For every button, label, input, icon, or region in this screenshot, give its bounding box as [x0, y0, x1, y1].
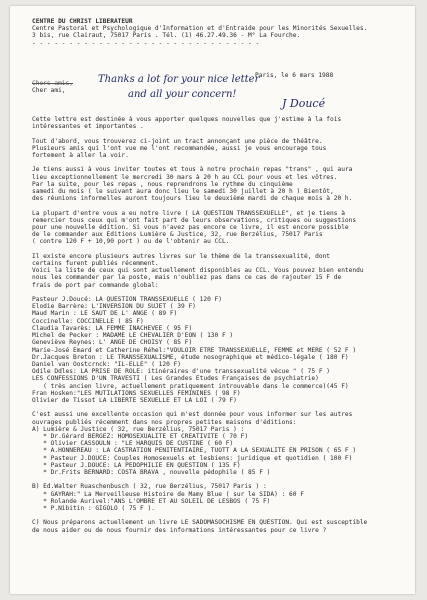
body-line — [10, 159, 415, 166]
body-line — [10, 202, 415, 209]
book-list-item: Dr.Jacques Breton : LE TRANSSEXUALISME, étude nosographique et médico-légale ( 180 F) — [32, 353, 349, 361]
body-line: Tout d'abord, vous trouverez ci-joint un tract annonçant une pièce de théâtre. — [32, 137, 323, 145]
body-line: Par la suite, pour les repas , nous reprendrons le rythme du cinquième — [32, 180, 293, 188]
book-list-item: Marie-José Emard et Catherine Réhel:"VOULOIR ETRE TRANSSEXUELLE, FEMME et MERE ( 52 F ) — [32, 346, 357, 354]
publisher-heading: B) Ed.Walter Ruaschenbusch ( 32, rue Berzélius, 75017 Paris ) : — [32, 483, 267, 491]
body-line: Voici la liste de ceux qui sont actuellement disponibles au CCL. Vous pouvez bien entendu — [32, 267, 364, 275]
body-line — [10, 130, 415, 137]
publication-item: * Dr.Gérard BERGEZ: HOMOSEXUALITE ET CREATIVITE ( 70 F) — [32, 432, 249, 440]
publication-item: * Olivier CASSOULN : "LE HARQUIS DE CUSTINE ( 60 F) — [32, 440, 234, 448]
book-list-item: LES CONFESSIONS D'UN TRAVESTI ( Les Grandes Etudes Françaises de psychiatrie) — [32, 375, 319, 383]
book-list-item: Geneviève Reynes: L' ANGE DE CHOISY ( 85 F) — [32, 339, 193, 347]
letter-page — [10, 6, 415, 594]
body-line: des réunions informelles auront toujours lieu le deuxième mardi de chaque mois à 20 h. — [32, 195, 353, 203]
handwritten-note-line-1: Thanks a lot for your nice letter — [98, 74, 260, 85]
book-list-item: Daniel van Oostcrnck: "IL-ELLE" ( 120 F) — [32, 360, 182, 368]
book-list-item: Pasteur J.Doucé: LA QUESTION TRANSSEXUELLE ( 120 F) — [32, 296, 222, 304]
body-line: Je tiens aussi à vous inviter toutes et tous à notre prochain repas "trans" , qui aura — [32, 166, 353, 174]
publication-item: * A.HONNEREAU : LA CASTRATION PENITENTIAIRE, TUOTT A LA SEXUALITE EN PRISON ( 65 F ) — [32, 447, 357, 455]
book-list-item: Odile Ddles: LA PRISE DE ROLE: itinéraires d'une transsexualité vécue " ( 75 F ) — [32, 368, 331, 376]
body-line: nous les commander par la poste, mais n'oubliez pas dans ce cas de rajouter 15 F de — [32, 274, 342, 282]
book-list-item: Olivier de Tissot LA LIBERTE SEXUELLE ET LA LOI ( 79 F) — [32, 396, 237, 404]
body-line: Il existe encore plusieurs autres livres sur le thème de la transsexualité, dont — [32, 252, 331, 260]
body-line: intéressantes et importantes . — [32, 123, 144, 131]
handwritten-signature: J Doucé — [282, 97, 326, 110]
book-list-item: Coccinelle: COCCINELLE ( 85 F) — [32, 317, 144, 325]
letterhead — [10, 18, 415, 47]
book-list-item: Michel de Pecker : MADAME LE CHEVALIER D'EON ( 130 F ) — [32, 332, 234, 340]
body-line: frais de port par commande global: — [32, 281, 159, 289]
book-list-item: Maud Marin : LE SAUT DE L' ANGE ( 89 F) — [32, 310, 178, 318]
body-line — [10, 404, 415, 411]
greeting: Cher ami, — [32, 87, 66, 95]
body-line: Plusieurs amis qui l'ont vue me l'ont recommandée, aussi je vous encourage tous — [32, 144, 327, 152]
body-line: certains furent publiés récemment. — [32, 260, 159, 268]
book-list-item: Elodie Barrère: L'INVERSION DU SUJET ( 39 F) — [32, 303, 196, 311]
publication-item: * Dr.Frits BERNARD: COSTA BRAVA , nouvelle pédophile ( 85 F ) — [32, 468, 271, 476]
body-line: ( contre 120 F + 10,90 port ) ou de l'obtenir au CCL. — [32, 238, 230, 246]
body-line: lieu exceptionnellement le mercredi 30 mars à 20 h au CCL pour vous et les vôtres. — [32, 173, 338, 181]
book-list-item: ( très ancien livre, actuellement pratiquement introuvable dans le commerce)(45 F) — [32, 382, 349, 390]
body-line: Cette lettre est destinée à vous apporter quelques nouvelles que j'estime à la fois — [32, 116, 342, 123]
body-line: C'est aussi une excellente occasion qui m'est donnée pour vous informer sur les autres — [32, 411, 353, 419]
body-line: fortement à aller la voir. — [32, 152, 129, 160]
body-line — [10, 246, 415, 253]
body-line — [10, 476, 415, 483]
letterhead-separator: - - - - - - - - - - - - - - - - - - - - - - - - - - - - - - - — [32, 39, 260, 47]
letter-date: Paris, le 6 mars 1988 — [255, 72, 334, 79]
body-line: de le commander aux Editions Lumière & Justice, 32, rue Berzélius, 75017 Paris — [32, 231, 323, 239]
body-line: remercier tous ceux qui m'ont fait part de leurs observations, critiques ou suggestions — [32, 216, 357, 224]
body-line: ouvrages publiés récemment dans nos propres petites maisons d'éditions: — [32, 418, 297, 426]
body-line: de nous aider ou de nous fournir des informations intéressantes pour ce livre ? — [32, 526, 327, 534]
body-line — [10, 289, 415, 296]
body-line: C) Nous préparons actuellement un livre LE SADOMASOCHISME EN QUESTION. Qui est susceptible — [32, 519, 368, 527]
letterhead-line: Centre Pastoral et Psychologique d'Information et d'Entraide pour les Minorités Sexuelles. — [32, 25, 368, 33]
body-line: La plupart d'entre vous a eu notre livre ( LA QUESTION TRANSSEXUELLE", et je tiens à — [32, 209, 345, 217]
letterhead-line: 3 bis, rue Clairaut, 75017 Paris . Tél. (1) 46.27.49.36 - M° La Fourche. — [32, 32, 301, 40]
body-line — [10, 512, 415, 519]
body-line: samedi du mois ( le suivant aura donc lieu le samedi 30 juillet à 20 h ) Bientôt, — [32, 188, 334, 196]
publication-item: * Pasteur J.DOUCE: Couples Homosexuels et lesbiens: juridique et quotidien ( 100 F) — [32, 454, 353, 462]
publisher-heading: A) Lumière & Justice ( 32, rue Berzélius, 75017 Paris ) : — [32, 425, 245, 433]
body-line: pour une nouvelle édition. Si vous n'avez pas encore ce livre, il est encore possible — [32, 224, 349, 232]
handwritten-note-line-2: and all your concern! — [128, 89, 237, 100]
publication-item: * GAYRAH:" La Merveilleuse Histoire de Mamy Blue ( sur le SIDA) : 60 F — [32, 490, 304, 498]
publication-item: * P.Nibitin : GIGOLO ( 75 F ). — [32, 504, 155, 512]
letter-body — [10, 116, 415, 534]
book-list-item: Fran Hosken:"LES MUTILATIONS SEXUELLES FEMININES ( 98 F) — [32, 389, 241, 397]
publication-item: * Rolande Aurivel:"ANS L'OMBRE ET AU SOLEIL DE LESBOS ( 75 F) — [32, 497, 271, 505]
book-list-item: Claudia Tavarès: LA FEMME INACHEVEE ( 95 F) — [32, 324, 193, 332]
letterhead-line: CENTRE DU CHRIST LIBERATEUR — [32, 18, 133, 25]
publication-item: * Pasteur J.DOUCE: LA PEDOPHILIE EN QUESTION ( 135 F) — [32, 461, 241, 469]
struck-greeting: Chers amis, — [32, 80, 73, 87]
